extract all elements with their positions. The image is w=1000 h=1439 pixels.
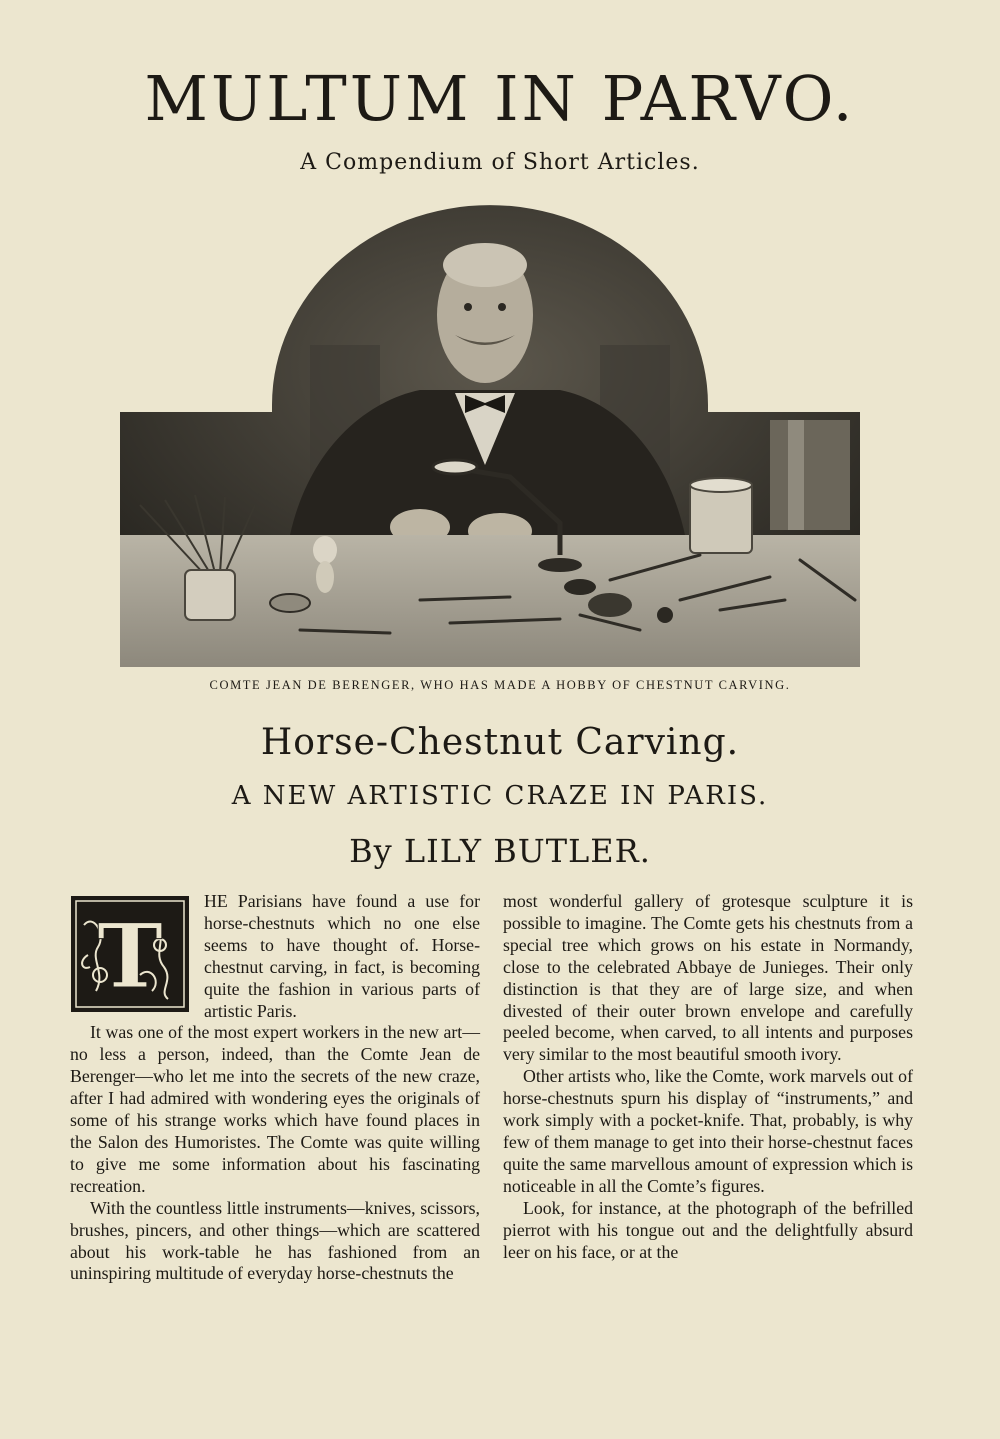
right-paragraph-3: Look, for instance, at the photograph of the befrilled pierrot with his tongue out and the delightfully absurd leer on his face, or at the	[503, 1197, 913, 1262]
portrait-photograph	[120, 205, 860, 667]
left-paragraph-2: It was one of the most expert workers in the new art—no less a person, indeed, than the Comte Jean de Berenger—who let me into the secrets of the new craze, after I had admired with wondering eyes the originals of some of his strange works which have found places in the Salon des Humoristes. The Comte was quite willing to give me some information about his fascinating recreation.	[70, 1022, 480, 1196]
masthead-title: MULTUM IN PARVO.	[144, 62, 856, 135]
left-paragraph-1: HE Parisians have found a use for horse-chestnuts which no one else seems to have thought of. Horse-chestnut carving, in fact, is becoming quite the fashion in various parts of artistic Paris.	[204, 891, 480, 1021]
article-subtitle: A NEW ARTISTIC CRAZE IN PARIS.	[231, 781, 769, 811]
right-paragraph-2: Other artists who, like the Comte, work marvels out of horse-chestnuts spurn his display of “instruments,” and work simply with a pocket-knife. That, probably, is why few of them manage to get into their horse-chestnut faces quite the same marvellous amount of expression which is noticeable in all the Comte’s figures.	[503, 1066, 913, 1196]
article-title: Horse-Chestnut Carving.	[260, 722, 740, 763]
text-column-left	[70, 891, 480, 1285]
photo-caption: COMTE JEAN DE BERENGER, WHO HAS MADE A HOBBY OF CHESTNUT CARVING.	[209, 678, 791, 692]
drop-cap-letter: T	[97, 904, 163, 1008]
left-paragraph-3: With the countless little instruments—knives, scissors, brushes, pincers, and other things—which are scattered about his work-table he has fashioned from an uninspiring multitude of everyday horse-chestnuts the	[70, 1197, 480, 1284]
masthead-subtitle: A Compendium of Short Articles.	[300, 150, 700, 175]
text-column-right	[503, 891, 913, 1263]
decorative-drop-cap	[70, 895, 190, 1013]
article-byline: By LILY BUTLER.	[349, 832, 651, 870]
right-paragraph-1: most wonderful gallery of grotesque sculpture it is possible to imagine. The Comte gets his chestnuts from a special tree which grows on his estate in Normandy, close to the celebrated Abbaye de Junieges. Their only distinction is that they are of large size, and when divested of their outer brown envelope and carefully peeled become, when carved, to all intents and purposes very similar to the most beautiful smooth ivory.	[503, 891, 913, 1065]
